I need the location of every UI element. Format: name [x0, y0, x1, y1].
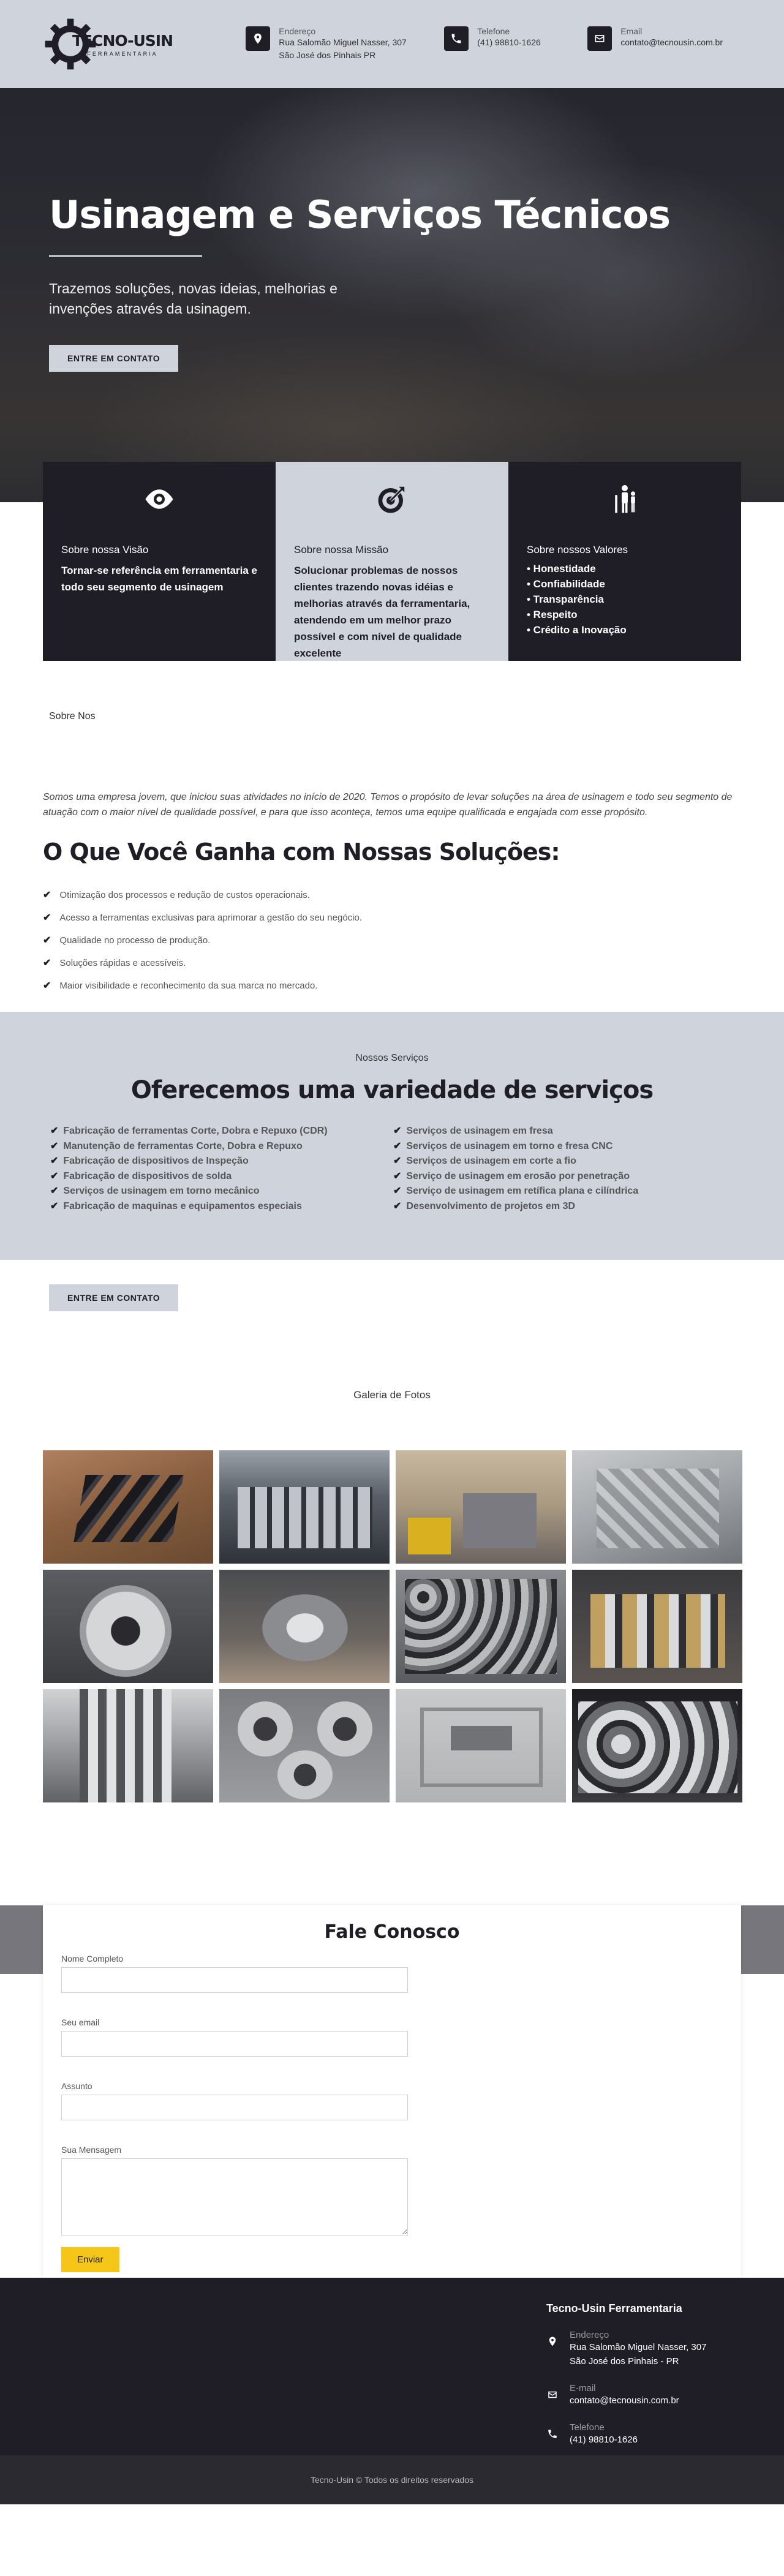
service-item — [393, 1154, 736, 1169]
gallery-photo[interactable] — [43, 1689, 213, 1802]
services-contact-button[interactable]: ENTRE EM CONTATO — [49, 1284, 178, 1311]
values-title: Sobre nossos Valores — [527, 544, 628, 555]
check-icon: ✔ — [393, 1140, 402, 1151]
map-pin-icon — [246, 26, 270, 51]
mission-title: Sobre nossa Missão — [294, 544, 389, 555]
address-line2: São José dos Pinhais PR — [279, 50, 376, 60]
topbar-address — [246, 26, 426, 62]
value-item: • Confiabilidade — [527, 578, 605, 590]
hero-divider — [49, 255, 202, 257]
value-item: • Respeito — [527, 609, 578, 620]
value-item: • Transparência — [527, 593, 604, 605]
message-label: Sua Mensagem — [61, 2145, 122, 2155]
footer-phone-value[interactable]: (41) 98810-1626 — [570, 2435, 638, 2445]
service-item — [393, 1184, 736, 1199]
service-item — [393, 1124, 736, 1139]
service-text: Serviços de usinagem em torno mecânico — [63, 1186, 260, 1196]
service-item — [393, 1199, 736, 1215]
check-icon: ✔ — [393, 1170, 402, 1181]
gallery-photo[interactable] — [219, 1450, 390, 1564]
mission-box — [276, 462, 508, 661]
footer-title: Tecno-Usin Ferramentaria — [546, 2302, 682, 2314]
gallery-photo[interactable] — [396, 1689, 566, 1802]
topbar-phone — [444, 26, 569, 62]
gallery-photo[interactable] — [396, 1570, 566, 1683]
check-icon: ✔ — [50, 1126, 59, 1136]
footer-address-line1: Rua Salomão Miguel Nasser, 307 — [570, 2342, 707, 2352]
check-icon: ✔ — [50, 1170, 59, 1181]
check-icon: ✔ — [43, 890, 51, 900]
contact-form — [61, 1954, 408, 2272]
check-icon: ✔ — [43, 913, 51, 923]
mission-text: Solucionar problemas de nossos clientes trazendo novas idéias e melhorias através da ferramentaria, atendendo em um melhor prazo possível e com nível de qualidade excelente — [294, 565, 470, 659]
about-text: Somos uma empresa jovem, que iniciou suas atividades no início de 2020. Temos o propósito de levar soluções na área de usinagem e todo seu segmento de atuação com o maior nível de qualidade possível, e para que isso aconteça, temos uma equipe qualificada e engajada com esse propósito. — [43, 792, 733, 818]
service-item — [50, 1169, 393, 1184]
service-item — [50, 1184, 393, 1199]
service-item — [393, 1169, 736, 1184]
name-field[interactable] — [61, 1967, 408, 1993]
footer-address-line2: São José dos Pinhais - PR — [570, 2356, 679, 2367]
envelope-icon — [587, 26, 612, 51]
service-text: Serviços de usinagem em fresa — [406, 1126, 553, 1136]
gallery-photo[interactable] — [43, 1570, 213, 1683]
service-item — [50, 1139, 393, 1154]
benefit-item — [43, 952, 741, 974]
service-text: Serviços de usinagem em corte a fio — [406, 1156, 576, 1166]
check-icon: ✔ — [393, 1200, 402, 1211]
benefits-list — [43, 884, 741, 997]
benefit-item — [43, 929, 741, 952]
brand-subtitle: FERRAMENTARIA — [87, 50, 158, 57]
values-list — [527, 561, 723, 638]
check-icon: ✔ — [50, 1140, 59, 1151]
check-icon: ✔ — [393, 1156, 402, 1166]
check-icon: ✔ — [393, 1126, 402, 1136]
gallery-photo[interactable] — [572, 1570, 742, 1683]
benefit-text: Qualidade no processo de produção. — [59, 935, 211, 946]
benefit-text: Acesso a ferramentas exclusivas para aprimorar a gestão do seu negócio. — [59, 913, 362, 923]
gallery-photo[interactable] — [396, 1450, 566, 1564]
subject-label: Assunto — [61, 2081, 92, 2091]
contact-card — [43, 1905, 741, 2278]
footer-phone — [546, 2422, 730, 2447]
contact-title: Fale Conosco — [324, 1921, 460, 1943]
service-text: Manutenção de ferramentas Corte, Dobra e Repuxo — [63, 1140, 303, 1151]
footer-email-label: E-mail — [570, 2383, 596, 2393]
email-label: Email — [620, 26, 643, 36]
check-icon: ✔ — [43, 958, 51, 968]
people-icon — [608, 483, 641, 516]
vision-text: Tornar-se referência em ferramentaria e todo seu segmento de usinagem — [61, 565, 258, 593]
benefit-item — [43, 884, 741, 906]
benefit-text: Maior visibilidade e reconhecimento da sua marca no mercado. — [59, 981, 318, 991]
footer-phone-label: Telefone — [570, 2422, 605, 2433]
services-section — [0, 1012, 784, 1260]
value-item: • Honestidade — [527, 563, 596, 574]
send-button[interactable]: Enviar — [61, 2247, 119, 2272]
service-text: Serviço de usinagem em erosão por penetração — [406, 1170, 630, 1181]
gallery-photo[interactable] — [219, 1570, 390, 1683]
check-icon: ✔ — [50, 1156, 59, 1166]
footer — [0, 2278, 784, 2455]
address-line1: Rua Salomão Miguel Nasser, 307 — [279, 37, 407, 47]
services-list-right — [393, 1124, 736, 1214]
message-field[interactable] — [61, 2158, 408, 2235]
check-icon: ✔ — [50, 1200, 59, 1211]
phone-label: Telefone — [477, 26, 510, 36]
hero-contact-button[interactable]: ENTRE EM CONTATO — [49, 345, 178, 372]
hero-subtitle: Trazemos soluções, novas ideias, melhorias e invenções através da usinagem. — [49, 281, 337, 317]
phone-icon — [547, 2428, 558, 2439]
email-value[interactable]: contato@tecnousin.com.br — [620, 37, 723, 47]
contact-section — [0, 1905, 784, 2278]
copyright: Tecno-Usin © Todos os direitos reservados — [0, 2455, 784, 2504]
values-box — [508, 462, 741, 661]
check-icon: ✔ — [393, 1186, 402, 1196]
service-text: Serviço de usinagem em retífica plana e cilíndrica — [406, 1186, 639, 1196]
service-text: Fabricação de ferramentas Corte, Dobra e Repuxo (CDR) — [63, 1126, 328, 1136]
check-icon: ✔ — [43, 981, 51, 991]
subject-field[interactable] — [61, 2095, 408, 2120]
service-text: Desenvolvimento de projetos em 3D — [406, 1200, 576, 1211]
service-item — [393, 1139, 736, 1154]
address-label: Endereço — [279, 26, 316, 36]
footer-address-label: Endereço — [570, 2330, 609, 2340]
brand-name: TECNO-USIN — [72, 31, 173, 50]
service-text: Fabricação de dispositivos de solda — [63, 1170, 232, 1181]
benefits-title: O Que Você Ganha com Nossas Soluções: — [43, 838, 560, 865]
value-item: • Crédito a Inovação — [527, 624, 627, 636]
vision-title: Sobre nossa Visão — [61, 544, 149, 555]
service-text: Fabricação de maquinas e equipamentos especiais — [63, 1200, 302, 1211]
gallery-photo[interactable] — [219, 1689, 390, 1802]
benefit-item — [43, 906, 741, 929]
envelope-icon — [547, 2389, 558, 2400]
check-icon: ✔ — [43, 935, 51, 946]
hero-title: Usinagem e Serviços Técnicos — [49, 192, 671, 237]
name-label: Nome Completo — [61, 1954, 124, 1964]
email-field-label: Seu email — [61, 2017, 100, 2027]
email-field[interactable] — [61, 2031, 408, 2057]
top-bar — [0, 0, 784, 88]
hero-banner — [0, 88, 784, 502]
gallery-label: Galeria de Fotos — [353, 1389, 431, 1401]
about-label: Sobre Nos — [49, 711, 96, 721]
phone-icon — [444, 26, 469, 51]
services-list-left — [50, 1124, 393, 1214]
phone-value[interactable]: (41) 98810-1626 — [477, 37, 541, 47]
benefit-text: Otimização dos processos e redução de custos operacionais. — [59, 890, 310, 900]
services-title: Oferecemos uma variedade de serviços — [130, 1076, 654, 1104]
gallery-photo[interactable] — [572, 1450, 742, 1564]
service-item — [50, 1199, 393, 1215]
service-item — [50, 1154, 393, 1169]
benefit-item — [43, 974, 741, 997]
check-icon: ✔ — [50, 1186, 59, 1196]
logo[interactable] — [43, 17, 193, 72]
map-pin-icon — [547, 2336, 558, 2347]
footer-email — [546, 2383, 730, 2408]
eye-icon — [143, 483, 176, 516]
topbar-email — [587, 26, 723, 62]
service-text: Serviços de usinagem em torno e fresa CNC — [406, 1140, 613, 1151]
benefit-text: Soluções rápidas e acessíveis. — [59, 958, 186, 968]
vision-box — [43, 462, 276, 661]
values-boxes — [43, 462, 741, 661]
target-icon — [375, 483, 409, 516]
service-item — [50, 1124, 393, 1139]
gallery-photo[interactable] — [572, 1689, 742, 1802]
photo-gallery — [43, 1450, 741, 1802]
service-text: Fabricação de dispositivos de Inspeção — [63, 1156, 249, 1166]
services-label: Nossos Serviços — [355, 1053, 429, 1063]
footer-address — [546, 2330, 730, 2368]
footer-email-value[interactable]: contato@tecnousin.com.br — [570, 2395, 679, 2406]
gallery-photo[interactable] — [43, 1450, 213, 1564]
